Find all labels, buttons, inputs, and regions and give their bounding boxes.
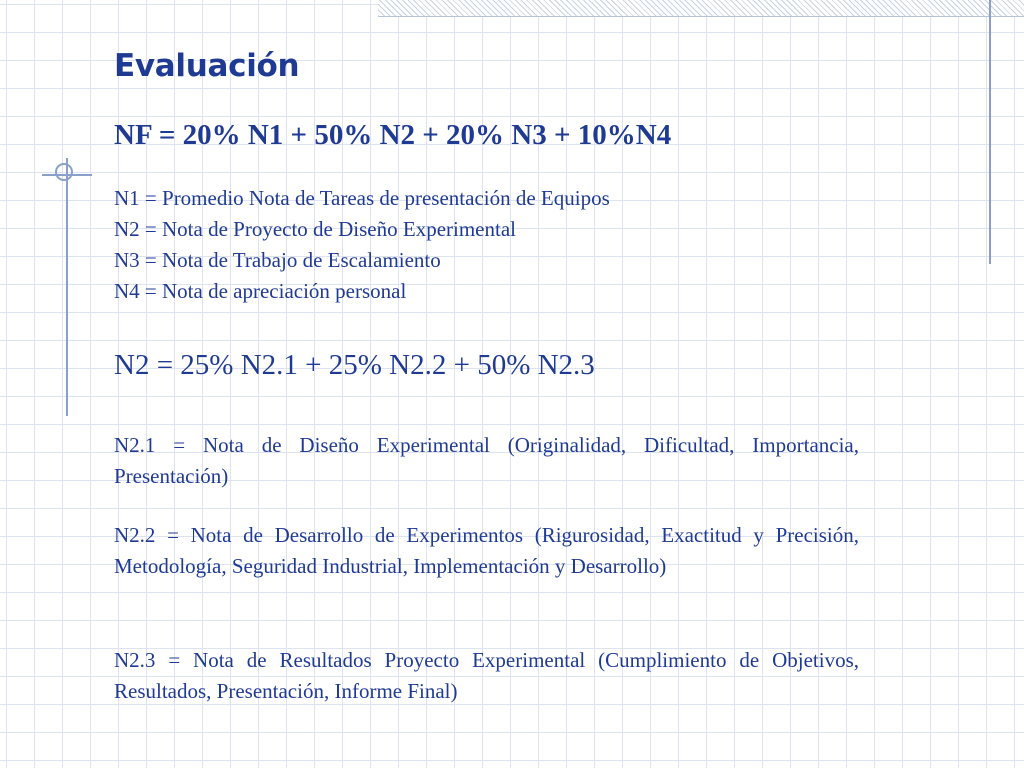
detail-n2-1: N2.1 = Nota de Diseño Experimental (Originalidad, Dificultad, Importancia, Presentación) — [114, 433, 859, 488]
definition-n3: N3 = Nota de Trabajo de Escalamiento — [114, 248, 441, 272]
detail-n2-2: N2.2 = Nota de Desarrollo de Experimentos (Rigurosidad, Exactitud y Precisión, Metodología, Seguridad Industrial, Implementación y Desarrollo) — [114, 523, 859, 578]
decorative-vertical-line — [989, 0, 991, 264]
decorative-hatch-band — [378, 0, 1024, 17]
grade-definitions-list — [114, 183, 610, 307]
decorative-circle-icon — [55, 163, 73, 181]
slide-title: Evaluación — [114, 48, 300, 84]
definition-n4: N4 = Nota de apreciación personal — [114, 279, 407, 303]
final-grade-formula: NF = 20% N1 + 50% N2 + 20% N3 + 10%N4 — [114, 119, 672, 151]
definition-n1: N1 = Promedio Nota de Tareas de presentación de Equipos — [114, 186, 610, 210]
decorative-vertical-line — [66, 158, 68, 416]
n2-formula: N2 = 25% N2.1 + 25% N2.2 + 50% N2.3 — [114, 349, 595, 381]
definition-n2: N2 = Nota de Proyecto de Diseño Experimental — [114, 217, 516, 241]
detail-n2-3: N2.3 = Nota de Resultados Proyecto Experimental (Cumplimiento de Objetivos, Resultados, Presentación, Informe Final) — [114, 648, 859, 703]
